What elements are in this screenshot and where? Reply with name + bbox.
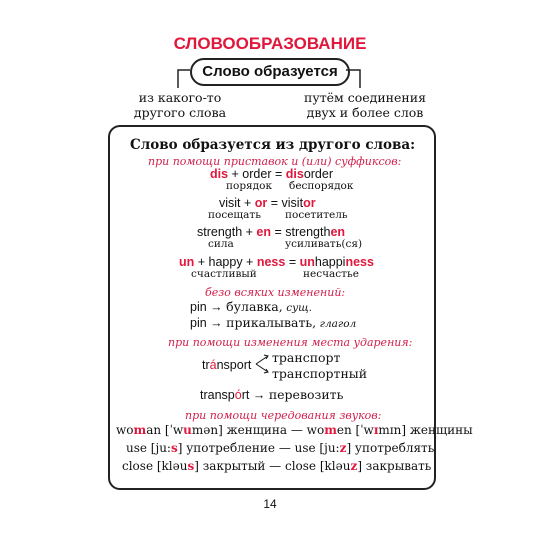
branch-left-line1: из какого-то <box>138 90 222 105</box>
example-transport-verb: transpórt → перевозить <box>200 387 344 402</box>
tr-visitor: посетитель <box>285 209 348 221</box>
branch-right-line2: двух и более слов <box>306 105 424 120</box>
example-pin-verb: pin → прикалывать, глагол <box>190 315 357 330</box>
tr-order: порядок <box>226 180 273 192</box>
sound-category: при помощи чередования звуков: <box>185 409 382 422</box>
page-title: СЛОВООБРАЗОВАНИЕ <box>173 34 367 53</box>
left-branch-line <box>178 70 190 88</box>
tr-happy: счастливый <box>191 268 257 280</box>
example-close: close [kləus] закрытый — close [kləuz] закрывать <box>122 459 432 473</box>
tr-unhappiness: несчастье <box>303 268 359 280</box>
tr-disorder: беспорядок <box>289 180 354 192</box>
example-woman: woman [ˈwumən] женщина — women [ˈwɪmɪn] женщины <box>116 423 473 437</box>
branch-left <box>110 90 250 120</box>
branch-left-line2: другого слова <box>133 105 227 120</box>
example-transport-noun: tránsport <box>202 358 252 372</box>
example-unhappiness: un + happy + ness = unhappiness <box>179 255 374 269</box>
tr-visit: посещать <box>208 209 261 221</box>
panel-heading: Слово образуется из другого слова: <box>130 137 416 153</box>
branch-right-line1: путём соединения <box>304 90 426 105</box>
tr-strength: сила <box>208 238 234 250</box>
example-use: use [ju:s] употребление — use [ju:z] употреблять <box>126 441 435 455</box>
example-pin-noun: pin → булавка, сущ. <box>190 299 313 314</box>
page-number: 14 <box>263 497 277 511</box>
branch-right <box>290 90 440 120</box>
tr-transport-noun: транспорт <box>272 350 341 365</box>
fork-arrow-icon <box>254 352 270 376</box>
nochange-category: безо всяких изменений: <box>205 286 346 299</box>
center-label: Слово образуется <box>190 58 350 86</box>
stress-category: при помощи изменения места ударения: <box>168 336 413 349</box>
tr-strengthen: усиливать(ся) <box>285 238 363 250</box>
affix-category: при помощи приставок и (или) суффиксов: <box>148 155 402 168</box>
example-disorder: dis + order = disorder <box>210 167 333 181</box>
example-visitor: visit + or = visitor <box>219 196 316 210</box>
example-strengthen: strength + en = strengthen <box>197 225 346 239</box>
tr-transport-adj: транспортный <box>272 366 368 381</box>
